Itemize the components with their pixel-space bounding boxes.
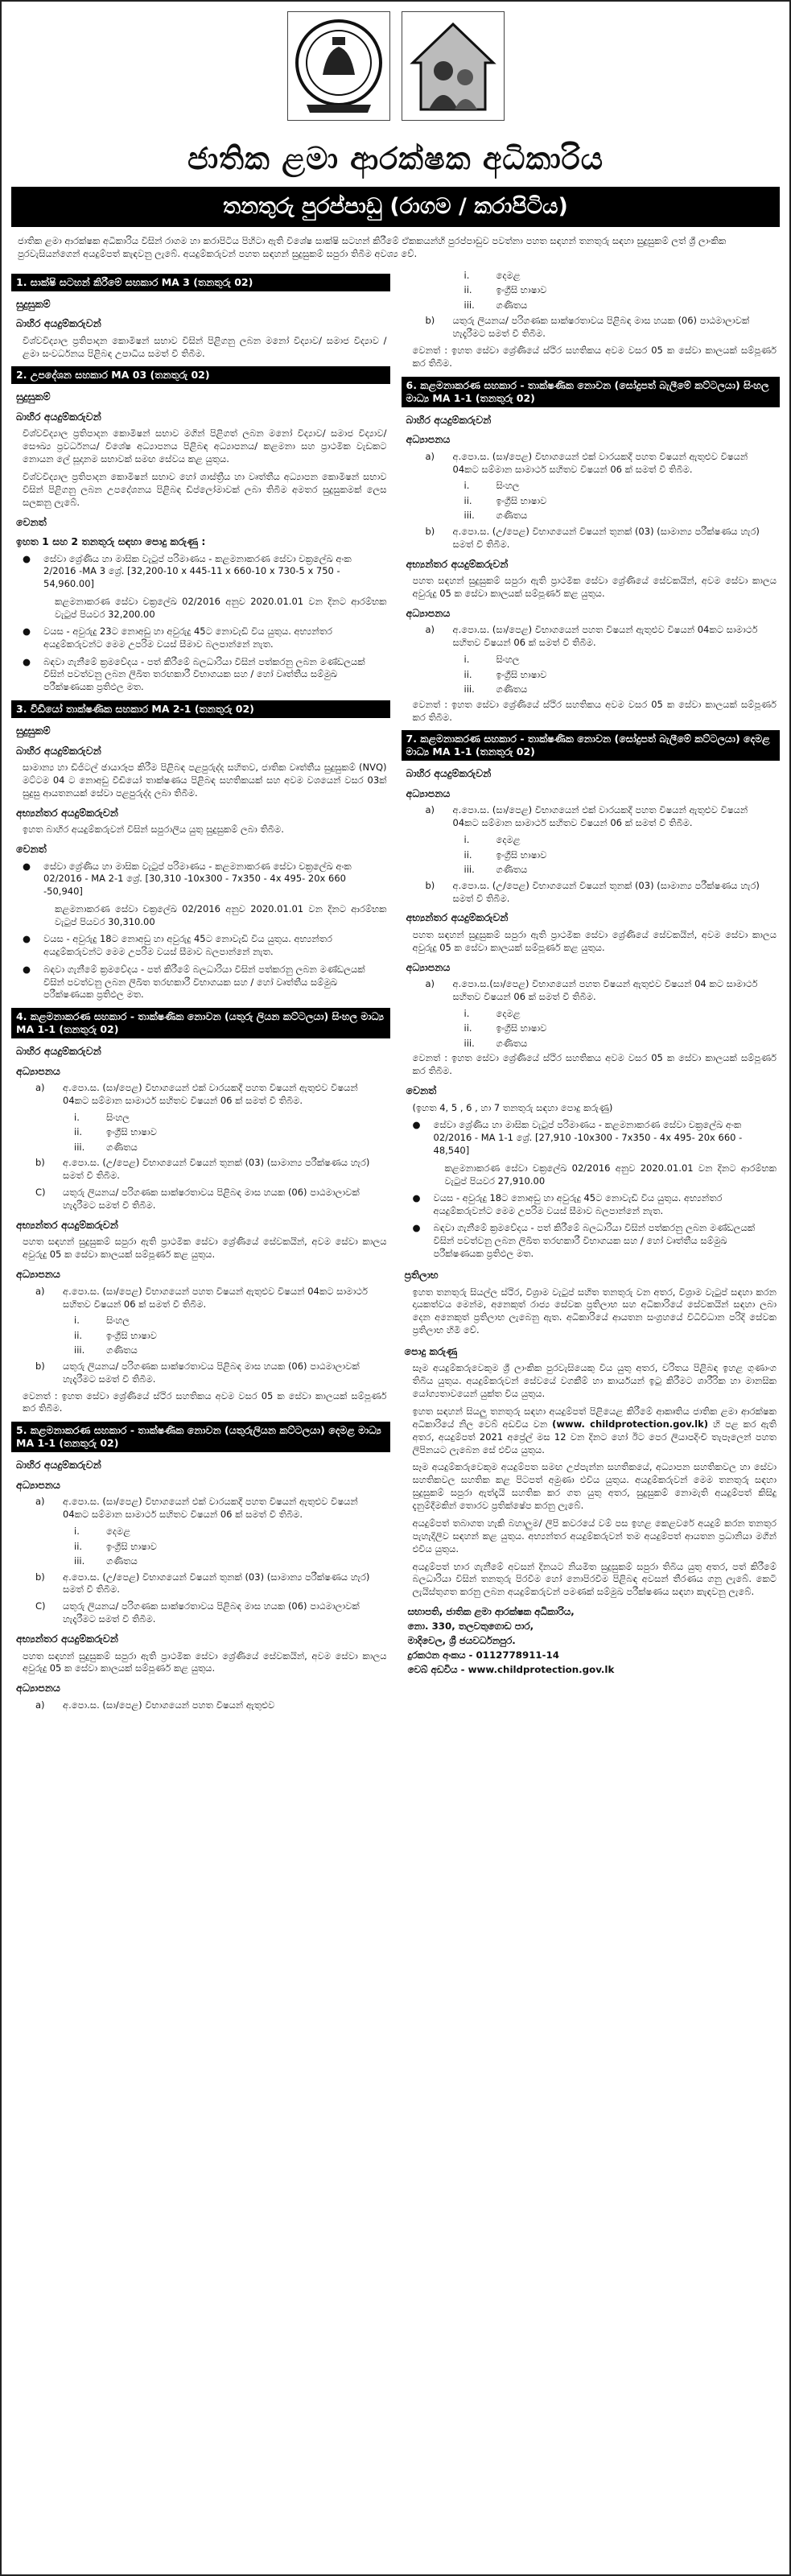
s5-int-item-a: a) අ.පො.ස. (සා/පෙළ) විභාගයෙන් පහත විෂයන් ඇතුළුව <box>35 1699 275 1711</box>
s4-int-item-b: b) යතුරු ලියනය/ පරිගණක සාක්ෂරතාවය පිළිබඳ මාස හයක (06) පාඨමාලාවක් හැදෑරීමට සමත් වී තිබීම. <box>35 1360 360 1385</box>
content-columns <box>11 267 780 1716</box>
subject-maths: iii. ගණිතය <box>463 510 528 522</box>
education-label: අධ්‍යාපනය <box>406 606 451 619</box>
s3-recruitment-item: ● බඳවා ගැනීමේ ක්‍රමවේදය - පත් කිරීමේ බලධාරියා විසින් පත්කරනු ලබන මණ්ඩලයක් විසින් පවත්වනු ලබන ලිඛිත තරඟකාරී විභාගයක සහ / හෝ වෘත්තීය සම්මුඛ පරීක්ෂණයක ප්‍රතිඵල මත. <box>23 963 365 1001</box>
left-column <box>11 267 390 1716</box>
s3-salary-step: කළමනාකරණ සේවා චක්‍රලේඛ 02/2016 අනුව 2020.01.01 වන දිනට ආරම්භක වැටුප් පියවර 30,310.00 <box>55 903 387 928</box>
external-label: බාහිර අයදුම්කරුවන් <box>16 1045 101 1058</box>
s3-internal: ඉහත බාහිර අයදුම්කරුවන් විසින් සපුරාලිය යුතු සුදුසුකම් ලබා තිබීම. <box>23 824 284 836</box>
subject-english: ii. ඉංග්‍රීසි භාෂාව <box>74 1329 157 1341</box>
subject-maths: iii. ගණිතය <box>74 1555 138 1567</box>
s7-internal: පහත සඳහන් සුදුසුකම් සපුරා ඇති ප්‍රාථමික සේවා ශ්‍රේණියේ සේවකයින්, අවම සේවා කාලය අවුරුදු 05 ක සේවා කාලයක් සම්පූර්ණ කළ යුතුය. <box>412 928 777 953</box>
external-label: බාහිර අයදුම්කරුවන් <box>406 767 492 780</box>
s7-int-item-a: a) අ.පො.ස.(සා/පෙළ) විභාගයෙන් පහත විෂයන් ඇතුළුව විෂයන් 04 කට සාමාර්ථ සහිතව විෂයන් 06 ක් සමත් වී තිබීම. <box>425 978 758 1002</box>
external-label: බාහිර අයදුම්කරුවන් <box>406 413 492 426</box>
subject-english: ii. ඉංග්‍රීසි භාෂාව <box>463 848 547 861</box>
s5-int-item-b: b) යතුරු ලියනය/ පරිගණක සාක්ෂරතාවය පිළිබඳ මාස හයක (06) පාඨමාලාවක් හැදෑරීමට සමත් වී තිබීම. <box>425 315 750 340</box>
section-6-header: 6. කළමනාකරණ සහකාර - තාක්ෂණික නොවන (සෝදුපත් බැලීමේ කට්ටලයා) සිංහල මාධ්‍ය MA 1-1 (තනතුරු 02) <box>402 377 781 407</box>
education-label: අධ්‍යාපනය <box>406 433 451 446</box>
subject-english: ii. ඉංග්‍රීසි භාෂාව <box>463 494 547 506</box>
s5-internal: පහත සඳහන් සුදුසුකම් සපුරා ඇති ප්‍රාථමික සේවා ශ්‍රේණියේ සේවකයින්, අවම සේවා කාලය අවුරුදු 05 ක සේවා කාලයක් සම්පූර්ණ කළ යුතුය. <box>23 1649 387 1674</box>
internal-label: අභ්‍යන්තර අයදුම්කරුවන් <box>16 1218 118 1231</box>
subject-tamil: i. දෙමළ <box>463 269 521 281</box>
common-salary-step: කළමනාකරණ සේවා චක්‍රලේඛ 02/2016 අනුව 2020.01.01 වන දිනට ආරම්භක වැටුප් පියවර 27,910.00 <box>444 1162 777 1187</box>
subject-sinhala: i. සිංහල <box>74 1111 130 1123</box>
s6-item-a: a) අ.පො.ස. (සා/පෙළ) විභාගයෙන් එක් වාරයකදී පහත විෂයන් ඇතුළුව විෂයන් 04කට සම්මාන සාමාර්ථ සහිතව විෂයන් 06 ක් සමත් වී තිබීම. <box>425 450 748 475</box>
section-4-header: 4. කළමනාකරණ සහකාර - තාක්ෂණික නොවන (යතුරු ලියන කට්ටලයා) සිංහල මාධ්‍ය MA 1-1 (තනතුරු 02) <box>11 1008 390 1038</box>
subject-sinhala: i. සිංහල <box>463 480 520 492</box>
s5-item-c: C) යතුරු ලියනය/ පරිගණක සාක්ෂරතාවය පිළිබඳ මාස හයක (06) පාඨමාලාවක් හැදෑරීමට සමත් වී තිබීම. <box>35 1600 360 1625</box>
other-label: වෙනත් <box>16 843 47 856</box>
s7-item-a: a) අ.පො.ස. (සා/පෙළ) විභාගයෙන් එක් වාරයකදී පහත විෂයන් ඇතුළුව විෂයන් 04කට සම්මාන සාමාර්ථ සහිතව විෂයන් 06 ක් සමත් වී තිබීම. <box>425 804 748 829</box>
house-family-icon <box>405 14 501 118</box>
section-7-header: 7. කළමනාකරණ සහකාර - තාක්ෂණික නොවන (සෝදුපත් බැලීමේ කට්ටලයා) දෙමළ මාධ්‍ය MA 1-1 (තනතුරු 02) <box>402 730 781 761</box>
subject-sinhala: i. සිංහල <box>463 654 520 666</box>
subject-tamil: i. දෙමළ <box>463 834 521 846</box>
ncpa-logo <box>402 11 505 121</box>
external-label: බාහිර අයදුම්කරුවන් <box>16 410 101 423</box>
address-line-1: සභාපති, ජාතික ළමා ආරක්ෂක අධිකාරිය, <box>407 1606 575 1618</box>
s4-int-item-a: a) අ.පො.ස. (සා/පෙළ) විභාගයෙන් පහත විෂයන් ඇතුළුව විෂයන් 04කට සාමාර්ථ සහිතව විෂයන් 06 ක් සමත් වී තිබීම. <box>35 1285 368 1310</box>
section-3-header: 3. විඩියෝ තාක්ෂණික සහකාර MA 2-1 (තනතුරු 02) <box>11 700 390 718</box>
s2-salary-item: ● සේවා ශ්‍රේණිය හා මාසික වැටුප් පරිමාණය - කළමනාකරණ සේවා චක්‍රලේඛ අංක 2/2016 -MA 3 ශ්‍රේ. [32,200-10 x 445-11 x 660-10 x 730-5 x 750 - 54,960.00] <box>23 552 352 590</box>
general-p5: අයදුම්පත් තබාගත හැකි බහාලුම/ ලිපි කවරයේ වම් පස ඉහළ කෙළවරේ අයදුම් කරන තනතුර පැහැදිලිව සඳහන් කළ යුතුය. අභ්‍යන්තර අයදුම්කරුවන් තම අයදුම්පත් ආයතන ප්‍රධානියා මගින් එවිය යුතුය. <box>412 1517 777 1554</box>
common-salary-item: ● සේවා ශ්‍රේණිය හා මාසික වැටුප් පරිමාණය - කළමනාකරණ සේවා චක්‍රලේඛ අංක 02/2016 - MA 1-1 ශ්‍රේ. [27,910 -10x300 - 7x350 - 4x 495- 20x 660 - 48,540] <box>412 1119 743 1157</box>
subject-maths: iii. ගණිතය <box>463 864 528 876</box>
website-link[interactable]: (www. childprotection.gov.lk) <box>552 1418 709 1430</box>
s2-age-item: ● වයස - අවුරුදු 23ට නොඅඩු හා අවුරුදු 45ට නොවැඩි විය යුතුය. අභ්‍යන්තර අයදුම්කරුවන්ට මෙම උපරිම වයස් සීමාව බලපාන්නේ නැත. <box>23 625 332 650</box>
s2-additional: විශ්වවිද්‍යාල ප්‍රතිපාදන කොමිෂන් සභාව හෝ ශාස්ත්‍රීය හා වෘත්තීය අධ්‍යාපන කොමිෂන් සභාව විසින් පිළිගනු ලබන උපදේශනය පිළිබඳ ඩිප්ලෝමාවක් ලබා තිබීම අමතර සුදුසුකමක් ලෙස සලකනු ලැබේ. <box>23 471 387 508</box>
common-age-item: ● වයස - අවුරුදු 18ට නොඅඩු හා අවුරුදු 45ට නොවැඩි විය යුතුය. අභ්‍යන්තර අයදුම්කරුවන්ට මෙම උපරිම වයස් සීමාව බලපාන්නේ නැත. <box>412 1191 723 1216</box>
education-label: අධ්‍යාපනය <box>16 1478 60 1491</box>
subject-english: ii. ඉංග්‍රීසි භාෂාව <box>463 1022 547 1034</box>
bullet-icon: ● <box>23 932 31 944</box>
subject-english: ii. ඉංග්‍රීසි භාෂාව <box>463 668 547 680</box>
subject-maths: iii. ගණිතය <box>74 1344 138 1356</box>
education-label: අධ්‍යාපනය <box>16 1064 60 1077</box>
s2-common-note: ඉහත 1 සහ 2 තනතුරු සඳහා පොදු කරුණු : <box>16 535 206 548</box>
section-2-header: 2. උපදේශන සහකාර MA 03 (තනතුරු 02) <box>11 366 390 384</box>
s2-salary-step: කළමනාකරණ සේවා චක්‍රලේඛ 02/2016 අනුව 2020.01.01 වන දිනට ආරම්භක වැටුප් පියවර 32,200.00 <box>55 596 387 621</box>
subject-maths: iii. ගණිතය <box>463 683 528 696</box>
common-recruitment-item: ● බඳවා ගැනීමේ ක්‍රමවේදය - පත් කිරීමේ බලධාරියා විසින් පත්කරනු ලබන මණ්ඩලයක් විසින් පවත්වනු ලබන ලිඛිත තරඟකාරී විභාගයක සහ / හෝ වෘත්තීය සම්මුඛ පරීක්ෂණයක ප්‍රතිඵල මත. <box>412 1222 756 1260</box>
right-column <box>402 267 781 1716</box>
s3-salary-item: ● සේවා ශ්‍රේණිය හා මාසික වැටුප් පරිමාණය - කළමනාකරණ සේවා චක්‍රලේඛ අංක 02/2016 - MA 2-1 ශ්‍රේ. [30,310 -10x300 - 7x350 - 4x 495- 20x 660 -50,940] <box>23 860 352 898</box>
emblem-icon <box>290 14 387 118</box>
internal-label: අභ්‍යන්තර අයදුම්කරුවන් <box>16 806 118 819</box>
internal-label: අභ්‍යන්තර අයදුම්කරුවන් <box>16 1633 118 1645</box>
other-label: වෙනත් <box>406 1084 437 1097</box>
s3-age-item: ● වයස - අවුරුදු 18ට නොඅඩු හා අවුරුදු 45ට නොවැඩි විය යුතුය. අභ්‍යන්තර අයදුම්කරුවන්ට මෙම උපරිම වයස් සීමාව බලපාන්නේ නැත. <box>23 932 332 957</box>
bullet-icon: ● <box>23 860 31 872</box>
education-label: අධ්‍යාපනය <box>16 1268 60 1281</box>
s4-item-a: a) අ.පො.ස. (සා/පෙළ) විභාගයෙන් එක් වාරයකදී පහත විෂයන් ඇතුළුව විෂයන් 04කට සම්මාන සාමාර්ථ සහිතව විෂයන් 06 ක් සමත් වී තිබීම. <box>35 1082 358 1107</box>
subject-tamil: i. දෙමළ <box>74 1525 130 1538</box>
page-title: ජාතික ළමා ආරක්ෂක අධිකාරිය <box>187 141 604 176</box>
s4-item-c: C) යතුරු ලියනය/ පරිගණක සාක්ෂරතාවය පිළිබඳ මාස හයක (06) පාඨමාලාවක් හැදෑරීමට සමත් වී තිබීම. <box>35 1187 360 1212</box>
s6-other: වෙනත් : ඉහත සේවා ශ්‍රේණියේ ස්ථිර සහතිකය අවම වසර 05 ක සේවා කාලයක් සම්පූර්ණ කර තිබීම. <box>412 698 777 723</box>
subject-english: ii. ඉංග්‍රීසි භාෂාව <box>74 1126 157 1138</box>
general-p2: ඉහත සඳහන් සියලු තනතුරු සඳහා අයදුම්පත් පිළියෙළ කිරීමේ ආකෘතිය ජාතික ළමා ආරක්ෂක අධිකාරියේ නිල වෙබ් අඩවිය වන (www. childprotection.gov.lk) හි පළ කර ඇති අතර, අයදුම්පත් 2021 අප්‍රේල් මස 12 වන දිනට හෝ ඊට පෙර ලියාපදිංචි තැපෑලෙන් පහත ලිපිනයට ලැබෙන සේ එවිය යුතුය. <box>412 1406 777 1455</box>
internal-label: අභ්‍යන්තර අයදුම්කරුවන් <box>406 911 509 924</box>
s7-item-b: b) අ.පො.ස. (උ/පෙළ) විභාගයෙන් විෂයන් තුනක් (03) (සාමාන්‍ය පරීක්ෂණය හැර) සමත් වී තිබීම. <box>425 879 760 904</box>
bullet-icon: ● <box>23 655 31 667</box>
external-label: බාහිර අයදුම්කරුවන් <box>16 744 101 757</box>
vacancies-banner: තනතුරු පුරප්පාඩු (රාගම / කරාපිටිය) <box>11 187 780 227</box>
address-line-2: නො. 330, තලවතුගොඩ පාර, <box>407 1620 534 1633</box>
subject-sinhala: i. සිංහල <box>74 1315 130 1327</box>
general-p6: අයදුම්පත් භාර ගැනීමේ අවසන් දිනයට නියමිත සුදුසුකම් සපුරා තිබිය යුතු අතර, පත් කිරීමේ බලධාරියා විසින් තනතුරු පිරවීම හෝ නොපිරවීම පිළිබඳ අවසන් තීරණය ගනු ලැබේ. කෙටි ලැයිස්තුගත කරනු ලබන අයදුම්කරුවන් පමණක් සම්මුඛ පරීක්ෂණය සඳහා කැඳවනු ලැබේ. <box>412 1560 777 1598</box>
bullet-icon: ● <box>23 625 31 637</box>
bullet-icon: ● <box>412 1119 421 1131</box>
qualifications-label: සුදුසුකම් <box>16 390 51 403</box>
s7-other: වෙනත් : ඉහත සේවා ශ්‍රේණියේ ස්ථිර සහතිකය අවම වසර 05 ක සේවා කාලයක් සම්පූර්ණ කර තිබීම. <box>412 1052 777 1077</box>
subject-tamil: i. දෙමළ <box>463 1007 521 1019</box>
education-label: අධ්‍යාපනය <box>406 786 451 799</box>
intro-text: ජාතික ළමා ආරක්ෂක අධිකාරිය විසින් රාගම හා කරාපිටිය පිහිටා ඇති විශේෂ සාක්ෂි සටහන් කිරීමේ ඒකකයන්හි පුරප්පාඩුව පවත්නා පහත සඳහන් තනතුරු සඳහා සුදුසුකම් ලත් ශ්‍රී ලාංකික පුරවැසියන්ගෙන් අයදුම්පත් කැඳවනු ලැබේ. අයදුම්කරුවන් පහත සඳහන් සුදුසුකම් සපුරා තිබීම අවශ්‍ය වේ. <box>18 235 727 259</box>
external-label: බාහිර අයදුම්කරුවන් <box>16 1459 101 1472</box>
s6-item-b: b) අ.පො.ස. (උ/පෙළ) විභාගයෙන් විෂයන් තුනක් (03) (සාමාන්‍ය පරීක්ෂණය හැර) සමත් වී තිබීම. <box>425 525 760 550</box>
internal-label: අභ්‍යන්තර අයදුම්කරුවන් <box>406 557 509 570</box>
other-label: වෙනත් <box>16 515 47 528</box>
subject-maths: iii. ගණිතය <box>463 299 528 311</box>
phone-number: දුරකථන අංකය - 0112778911-14 <box>407 1649 559 1662</box>
s3-qualification: සාමාන්‍ය හා ඩිජිටල් ඡායාරූප කිරීම පිළිබඳ පළපුරුද්ද සහිතව, ජාතික වෘත්තීය සුදුසුකම් (NVQ) මට්ටම 04 ට නොඅඩු වීඩියෝ තාක්ෂණය පිළිබඳ සහතිකයක් සහ අවම වශයෙන් වසර 03ක් සුදුසු ආයතනයක් සේවා පළපුරුද්ද ලබා තිබීම. <box>23 762 387 799</box>
subject-english: ii. ඉංග්‍රීසි භාෂාව <box>463 284 547 296</box>
qualifications-label: සුදුසුකම් <box>16 297 51 310</box>
s4-other: වෙනත් : ඉහත සේවා ශ්‍රේණියේ ස්ථිර සහතිකය අවම වසර 05 ක සේවා කාලයක් සම්පූර්ණ කර තිබීම. <box>23 1389 387 1414</box>
s4-internal: පහත සඳහන් සුදුසුකම් සපුරා ඇති ප්‍රාථමික සේවා ශ්‍රේණියේ සේවකයින්, අවම සේවා කාලය අවුරුදු 05 ක සේවා කාලයක් සම්පූර්ණ කළ යුතුය. <box>23 1236 387 1261</box>
bullet-icon: ● <box>23 963 31 975</box>
general-p1: සෑම අයදුම්කරුවෙකුම ශ්‍රී ලාංකික පුරවැසියෙකු විය යුතු අතර, චරිතය පිළිබඳ ඉහළ ගුණාංග තිබිය යුතුය. අයදුම්කරුවන් සේවයේ වගකීම් හා කාර්යයන් ඉටු කිරීමට ශාරීරික හා මානසික යෝග්‍යතාවයෙන් යුක්ත විය යුතුය. <box>412 1362 777 1400</box>
common-note: (ඉහත 4, 5 , 6 , හා 7 තනතුරු සඳහා පොදු කරුණු) <box>412 1101 613 1113</box>
external-label: බාහිර අයදුම්කරුවන් <box>16 317 101 330</box>
s5-other: වෙනත් : ඉහත සේවා ශ්‍රේණියේ ස්ථිර සහතිකය අවම වසර 05 ක සේවා කාලයක් සම්පූර්ණ කර තිබීම. <box>412 344 777 369</box>
bullet-icon: ● <box>412 1191 421 1203</box>
address-line-3: මාදිවෙල, ශ්‍රී ජයවර්ධනපුර. <box>407 1635 516 1647</box>
s6-int-item-a: a) අ.පො.ස. (සා/පෙළ) විභාගයෙන් පහත විෂයන් ඇතුළුව විෂයන් 04කට සාමාර්ථ සහිතව විෂයන් 06 ක් සමත් වී තිබීම. <box>425 624 758 649</box>
s4-item-b: b) අ.පො.ස. (උ/පෙළ) විභාගයෙන් විෂයන් තුනක් (03) (සාමාන්‍ය පරීක්ෂණය හැර) සමත් වී තිබීම. <box>35 1157 370 1182</box>
s6-internal: පහත සඳහන් සුදුසුකම් සපුරා ඇති ප්‍රාථමික සේවා ශ්‍රේණියේ සේවකයින්, අවම සේවා කාලය අවුරුදු 05 ක සේවා කාලයක් සම්පූර්ණ කළ යුතුය. <box>412 575 777 600</box>
section-1-header: 1. සාක්ෂි සටහන් කිරීමේ සහකාර MA 3 (තනතුරු 02) <box>11 274 390 291</box>
subject-english: ii. ඉංග්‍රීසි භාෂාව <box>74 1540 157 1552</box>
general-p4: සෑම අයදුම්කරුවෙකුම අයදුම්පත සමඟ උප්පැන්න සහතිකයේ, අධ්‍යාපන සහතිකවල හා සේවා සහතිකවල සහතික කළ පිටපත් අමුණා එවිය යුතුය. අයදුම්කරුවන් මෙම තනතුරු සඳහා සුදුසුකම් සපුරා ඇත්දැයි සහතික කර ගත යුතු අතර, සුදුසුකම් නොමැති අයදුම්පත් කිසිදු දැනුම්දීමකින් තොරව ප්‍රතික්ෂේප කරනු ලැබේ. <box>412 1461 777 1512</box>
education-label: අධ්‍යාපනය <box>406 960 451 973</box>
general-heading: පොදු කරුණු <box>404 1344 458 1357</box>
section-5-header: 5. කළමනාකරණ සහකාර - තාක්ෂණික නොවන (යතුරුලියන කට්ටලයා) දෙමළ මාධ්‍ය MA 1-1 (තනතුරු 02) <box>11 1422 390 1452</box>
benefits-text: ඉහත තනතුරු සියල්ල ස්ථිර, විශ්‍රාම වැටුප් සහිත තනතුරු වන අතර, විශ්‍රාම වැටුප් සඳහා කරන දායකත්වය මෙන්ම, අනෙකුත් රාජ්‍ය සේවක ප්‍රතිලාභ සහ අධිකාරියේ සේවකයින් සඳහා ලබා දෙන අනෙකුත් ප්‍රතිලාභ ලැබෙනු ඇත. අධිකාරියේ ආයතන සංග්‍රහයේ විධිවිධාන පරිදි සේවක ප්‍රතිලාභ හිමි වේ. <box>412 1286 777 1336</box>
bullet-icon: ● <box>412 1222 421 1234</box>
qualifications-label: සුදුසුකම් <box>16 724 51 737</box>
subject-maths: iii. ගණිතය <box>463 1037 528 1049</box>
website-address[interactable]: වෙබ් අඩවිය - www.childprotection.gov.lk <box>407 1664 615 1676</box>
bullet-icon: ● <box>23 552 31 564</box>
header-logos <box>11 8 780 127</box>
s5-item-b: b) අ.පො.ස. (උ/පෙළ) විභාගයෙන් විෂයන් තුනක් (03) (සාමාන්‍ය පරීක්ෂණය හැර) සමත් වී තිබීම. <box>35 1571 370 1596</box>
s5-item-a: a) අ.පො.ස. (සා/පෙළ) විභාගයෙන් එක් වාරයකදී පහත විෂයන් ඇතුළුව විෂයන් 04කට සම්මාන සාමාර්ථ සහිතව විෂයන් 06 ක් සමත් වී තිබීම. <box>35 1496 358 1521</box>
s2-recruitment-item: ● බඳවා ගැනීමේ ක්‍රමවේදය - පත් කිරීමේ බලධාරියා විසින් පත්කරනු ලබන මණ්ඩලයක් විසින් පවත්වනු ලබන ලිඛිත තරඟකාරී විභාගයක සහ / හෝ වෘත්තීය සම්මුඛ පරීක්ෂණයක ප්‍රතිඵල මත. <box>23 655 365 693</box>
national-emblem-logo <box>287 11 390 121</box>
benefits-heading: ප්‍රතිලාභ <box>404 1269 439 1282</box>
s2-qualification: විශ්වවිද්‍යාල ප්‍රතිපාදන කොමිෂන් සභාව මගින් පිළිගත් ලබන මනෝ විද්‍යාව/ සමාජ විද්‍යාව/ සෞඛ්‍ය ප්‍රවර්ධනය/ විශේෂ අධ්‍යාපනය පිළිබඳ අධ්‍යාපනය/ කළමනා සහ ප්‍රාථමික වැඩකට නොයන ලේ සූදානම සභාවක් සමඟ සේවය කළ යුතුය. <box>23 427 387 465</box>
subject-maths: iii. ගණිතය <box>74 1141 138 1153</box>
address-block <box>408 1605 781 1678</box>
education-label: අධ්‍යාපනය <box>16 1682 60 1695</box>
s1-qualification: විශ්වවිද්‍යාල ප්‍රතිපාදන කොමිෂන් සභාව විසින් පිළිගනු ලබන මනෝ විද්‍යාව/ සමාජ විද්‍යාව / ළමා සංවර්ධනය පිළිබඳ උපාධිය සමත් වී තිබීම. <box>23 334 387 359</box>
